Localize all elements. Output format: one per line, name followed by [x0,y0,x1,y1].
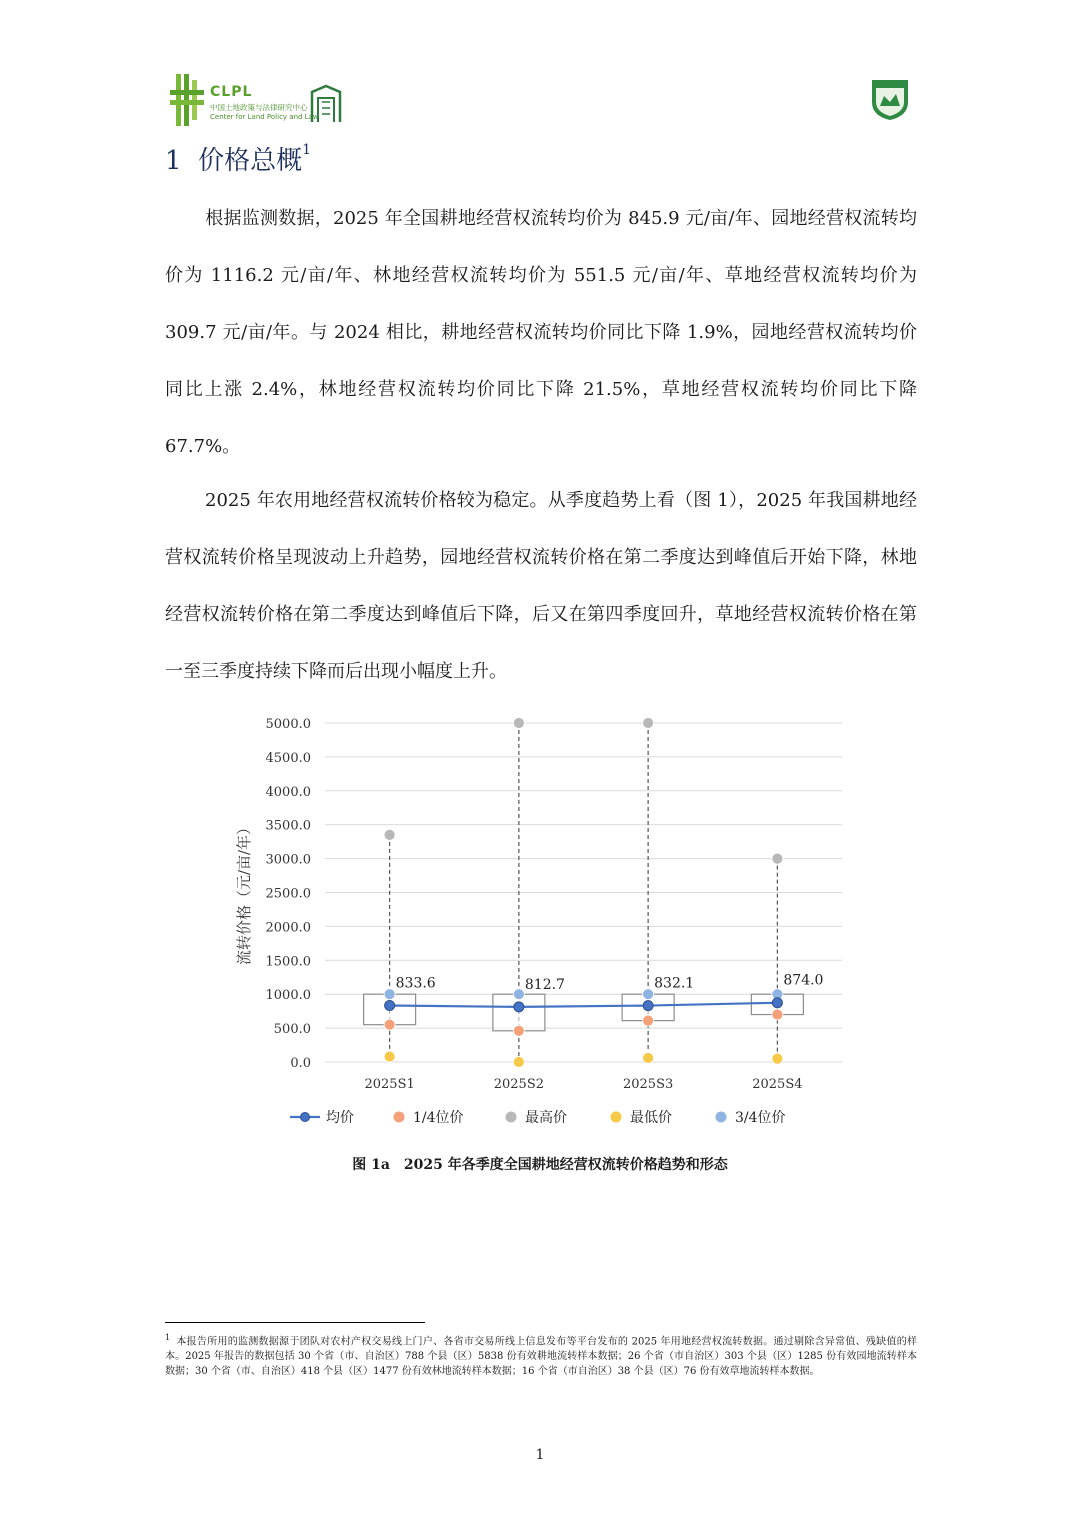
x-tick-label: 2025S3 [622,1077,674,1092]
logo-subtitle: Center for Land Policy and Law [210,113,319,121]
mean-point [385,1000,395,1010]
y-tick-label: 500.0 [273,1022,311,1038]
q1-point [384,1019,395,1030]
y-tick-label: 2500.0 [265,886,311,902]
legend-label: 3/4位价 [735,1110,786,1126]
legend-swatch [506,1112,517,1123]
y-tick-label: 5000.0 [265,717,311,732]
min-point [643,1052,654,1063]
q3-point [384,989,395,1000]
y-tick-label: 1500.0 [265,954,311,970]
footnote-divider [165,1322,425,1323]
mean-line [390,1003,778,1007]
min-point [772,1053,783,1064]
legend-swatch [301,1113,310,1122]
y-tick-label: 3500.0 [265,818,311,834]
section-title [165,140,311,177]
logo-english: CLPL [210,84,253,100]
legend-swatch [394,1112,405,1123]
min-point [384,1051,395,1062]
building-logo-icon [308,82,344,124]
paragraph-quarter-trend [165,472,917,700]
legend-swatch [716,1112,727,1123]
max-point [384,829,395,840]
university-seal-icon [868,76,912,122]
clpl-logo-mark-icon [170,72,206,128]
footnote-text: 本报告所用的监测数据源于团队对农村产权交易线上门户、各省市交易所线上信息发布等平台发布的 2025 年用地经营权流转数据。通过剔除含异常值、残缺值的样本。2025 年报告的数据包括 30 个省（市、自治区）788 个县（区）5838 份有效耕地流转样本数据；26 个省（市自治区）303 个县（区）1285 份有效园地流转样本数据；30 个省（市、自治区）418 个县（区）1477 份有效林地流转样本数据；16 个省（市自治区）38 个县（区）76 份有效草地流转样本数据。 [165,1336,917,1378]
y-tick-label: 2000.0 [265,920,311,936]
legend-label: 最低价 [630,1110,672,1126]
mean-point [514,1002,524,1012]
mean-data-label: 833.6 [395,975,436,992]
footnote [165,1330,917,1379]
price-box-chart [225,705,865,1150]
y-tick-label: 3000.0 [265,852,311,868]
y-axis-label: 流转价格（元/亩/年） [235,819,253,966]
legend-label: 均价 [326,1110,354,1126]
legend-label: 最高价 [525,1110,567,1126]
page-number: 1 [535,1447,545,1463]
y-tick-label: 4000.0 [265,784,311,800]
clpl-logo [170,72,370,132]
max-point [513,718,524,729]
mean-data-label: 812.7 [524,976,565,993]
x-tick-label: 2025S4 [752,1077,803,1092]
q1-point [643,1015,654,1026]
logo-chinese: 中国土地政策与法律研究中心 [210,103,308,112]
mean-data-label: 874.0 [783,972,824,989]
q1-point [772,1009,783,1020]
section-title-text: 价格总概 [198,146,303,176]
section-number: 1 [165,146,182,176]
y-tick-label: 0.0 [290,1056,311,1071]
max-point [643,718,654,729]
y-tick-label: 4500.0 [265,750,311,766]
legend-swatch [611,1112,622,1123]
mean-data-label: 832.1 [654,975,695,992]
footnote-mark: 1 [165,1333,171,1342]
max-point [772,853,783,864]
q3-point [513,989,524,1000]
mean-point [772,998,782,1008]
figure-caption: 图 1a 2025 年各季度全国耕地经营权流转价格趋势和形态 [352,1157,728,1173]
x-tick-label: 2025S1 [364,1077,415,1092]
y-tick-label: 1000.0 [265,988,311,1004]
footnote-ref: 1 [302,142,312,158]
paragraph-2-text: 2025 年农用地经营权流转价格较为稳定。从季度趋势上看（图 1），2025 年我国耕地经营权流转价格呈现波动上升趋势，园地经营权流转价格在第二季度达到峰值后开始下降，林地经营权流转价格在第二季度达到峰值后下降，后又在第四季度回升，草地经营权流转价格在第一至三季度持续下降而后出现小幅度上升。 [165,490,917,682]
q1-point [513,1025,524,1036]
mean-point [643,1001,653,1011]
x-tick-label: 2025S2 [493,1077,545,1092]
legend-label: 1/4位价 [413,1110,464,1126]
min-point [513,1057,524,1068]
paragraph-1-text: 根据监测数据，2025 年全国耕地经营权流转均价为 845.9 元/亩/年、园地经营权流转均价为 1116.2 元/亩/年、林地经营权流转均价为 551.5 元/亩/年、草地经营权流转均价为 309.7 元/亩/年。与 2024 相比，耕地经营权流转均价同比下降 1.9%，园地经营权流转均价同比上涨 2.4%，林地经营权流转均价同比下降 21.5%，草地经营权流转均价同比下降 67.7%。 [165,208,917,457]
q3-point [643,989,654,1000]
paragraph-price-summary [165,190,917,475]
